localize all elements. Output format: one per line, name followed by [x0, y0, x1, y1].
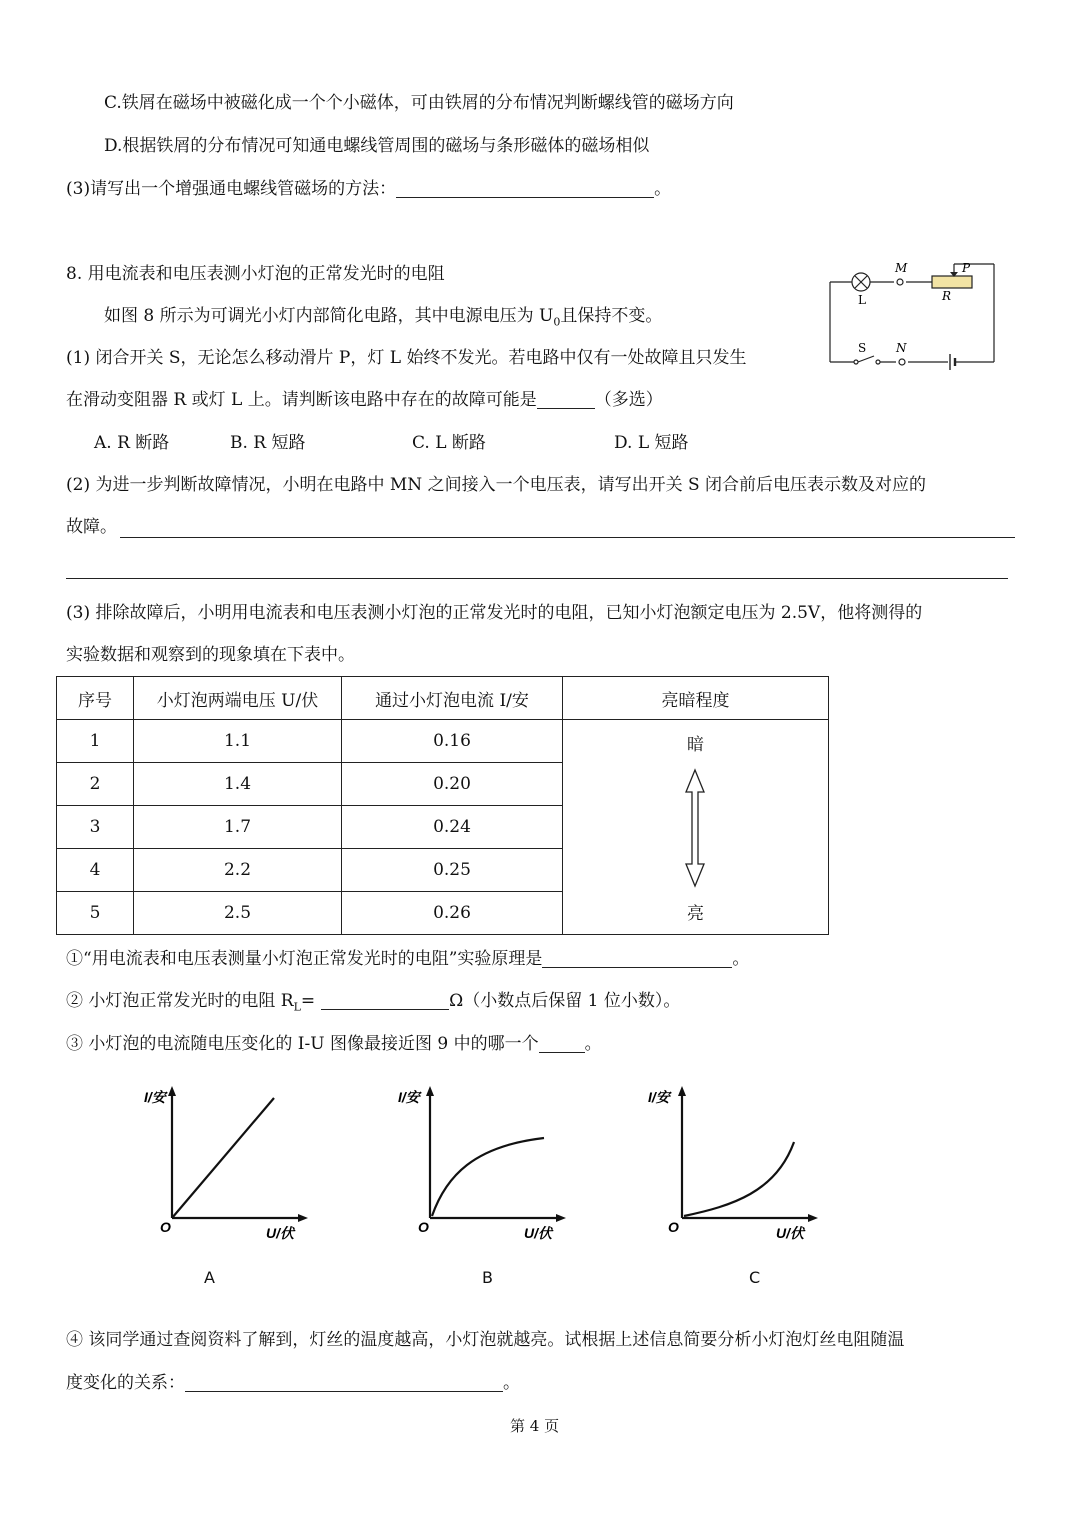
cell-index: 3 — [57, 806, 134, 849]
sub4-line1: ④ 该同学通过查阅资料了解到，灯丝的温度越高，小灯泡就越亮。试根据上述信息简要分析小灯泡灯丝电阻随温 — [66, 1330, 905, 1350]
table-row — [57, 720, 829, 763]
x-arrow-icon — [808, 1214, 818, 1222]
header-current: 通过小灯泡电流 I/安 — [342, 677, 563, 720]
sub2-text: ② 小灯泡正常发光时的电阻 R — [66, 991, 294, 1011]
x-arrow-icon — [298, 1214, 308, 1222]
brightness-cell — [563, 720, 829, 935]
cell-index: 2 — [57, 763, 134, 806]
graph-b-label: B — [482, 1268, 493, 1287]
graph-c — [648, 1080, 828, 1250]
choice-b: B. R 短路 — [230, 433, 306, 453]
q8-part1-answer-blank[interactable] — [537, 388, 595, 409]
y-axis-label: I/安 — [648, 1089, 670, 1105]
header-brightness: 亮暗程度 — [563, 677, 829, 720]
sub1-text: ①“用电流表和电压表测量小灯泡正常发光时的电阻”实验原理是 — [66, 949, 543, 969]
cell-current: 0.25 — [342, 849, 563, 892]
q7-part3 — [66, 176, 671, 202]
sub3-answer-blank[interactable] — [539, 1032, 585, 1053]
q8-intro — [104, 303, 662, 335]
sub1-suffix: 。 — [732, 949, 750, 969]
q8-intro-subscript: 0 — [553, 315, 561, 329]
y-axis-label: I/安 — [398, 1089, 420, 1105]
label-r: R — [942, 289, 952, 303]
header-voltage: 小灯泡两端电压 U/伏 — [134, 677, 342, 720]
sub2-subscript: L — [293, 1000, 301, 1014]
q7-option-c: C.铁屑在磁场中被磁化成一个个小磁体，可由铁屑的分布情况判断螺线管的磁场方向 — [104, 93, 734, 113]
sub4-line2 — [66, 1370, 520, 1396]
q8-part2-answer-line-1[interactable] — [120, 537, 1015, 538]
sub4-text: 度变化的关系： — [66, 1373, 185, 1393]
x-arrow-icon — [556, 1214, 566, 1222]
brightness-bright: 亮 — [687, 904, 704, 924]
cell-voltage: 2.2 — [134, 849, 342, 892]
label-s: S — [858, 341, 867, 355]
q8-part2-line1: (2) 为进一步判断故障情况，小明在电路中 MN 之间接入一个电压表，请写出开关 S 闭合前后电压表示数及对应的 — [66, 475, 927, 495]
cell-index: 4 — [57, 849, 134, 892]
label-n: N — [896, 341, 907, 355]
y-arrow-icon — [678, 1086, 686, 1096]
q8-intro-text: 如图 8 所示为可调光小灯内部简化电路，其中电源电压为 U — [104, 306, 554, 326]
double-arrow-icon — [683, 768, 707, 888]
sub2-suffix: Ω（小数点后保留 1 位小数）。 — [449, 991, 681, 1011]
cell-voltage: 1.7 — [134, 806, 342, 849]
cell-index: 5 — [57, 892, 134, 935]
q8-part3-line1: (3) 排除故障后，小明用电流表和电压表测小灯泡的正常发光时的电阻，已知小灯泡额定电压为 2.5V，他将测得的 — [66, 603, 923, 623]
y-arrow-icon — [168, 1086, 176, 1096]
circuit-diagram — [822, 254, 1002, 374]
curve-a — [172, 1098, 274, 1218]
sub3-suffix: 。 — [584, 1034, 602, 1054]
origin-label: O — [418, 1219, 429, 1235]
sub4-answer-blank[interactable] — [185, 1371, 503, 1392]
switch-s-blade — [858, 356, 874, 362]
q7-part3-suffix: 。 — [654, 179, 672, 199]
q8-title: 8. 用电流表和电压表测小灯泡的正常发光时的电阻 — [66, 264, 445, 284]
q8-part2-answer-line-2[interactable] — [66, 578, 1008, 579]
cell-voltage: 1.4 — [134, 763, 342, 806]
page-number: 第 4 页 — [510, 1417, 560, 1435]
x-axis-label: U/伏 — [776, 1225, 804, 1241]
curve-c — [684, 1142, 794, 1216]
terminal-n — [899, 359, 905, 365]
y-arrow-icon — [426, 1086, 434, 1096]
cell-current: 0.16 — [342, 720, 563, 763]
rheostat-icon — [932, 276, 972, 288]
label-lamp: L — [858, 293, 866, 307]
terminal-m — [897, 279, 903, 285]
y-axis-label: I/安 — [144, 1089, 166, 1105]
origin-label: O — [668, 1219, 679, 1235]
brightness-dim: 暗 — [687, 735, 704, 755]
q7-option-d: D.根据铁屑的分布情况可知通电螺线管周围的磁场与条形磁体的磁场相似 — [104, 136, 650, 156]
choice-a: A. R 断路 — [94, 433, 170, 453]
header-index: 序号 — [57, 677, 134, 720]
sub3-text: ③ 小灯泡的电流随电压变化的 I-U 图像最接近图 9 中的哪一个 — [66, 1034, 539, 1054]
sub3 — [66, 1031, 602, 1057]
q8-part1-text: 在滑动变阻器 R 或灯 L 上。请判断该电路中存在的故障可能是 — [66, 390, 537, 410]
q7-part3-answer-blank[interactable] — [396, 177, 654, 198]
sub2 — [66, 988, 680, 1020]
q8-part1-suffix: （多选） — [594, 390, 663, 410]
label-p: P — [962, 261, 971, 275]
choice-d: D. L 短路 — [614, 433, 689, 453]
cell-index: 1 — [57, 720, 134, 763]
curve-b — [432, 1138, 544, 1216]
q8-part1-line2 — [66, 387, 663, 413]
q8-intro-end: 且保持不变。 — [560, 306, 663, 326]
x-axis-label: U/伏 — [266, 1225, 294, 1241]
origin-label: O — [160, 1219, 171, 1235]
sub2-eq: = — [300, 991, 316, 1011]
graph-b — [398, 1080, 578, 1250]
graph-a-label: A — [204, 1268, 215, 1287]
sub4-suffix: 。 — [503, 1373, 520, 1393]
graph-c-label: C — [749, 1268, 761, 1287]
sub1-answer-blank[interactable] — [542, 947, 732, 968]
cell-current: 0.26 — [342, 892, 563, 935]
q8-part1-line1: (1) 闭合开关 S，无论怎么移动滑片 P，灯 L 始终不发光。若电路中仅有一处故障且只发生 — [66, 348, 747, 368]
table-header-row — [57, 677, 829, 720]
q7-part3-text: (3)请写出一个增强通电螺线管磁场的方法： — [66, 179, 397, 199]
q8-part2-line2: 故障。 — [66, 517, 117, 537]
sub2-answer-blank[interactable] — [321, 989, 449, 1010]
cell-current: 0.24 — [342, 806, 563, 849]
q8-part3-line2: 实验数据和观察到的现象填在下表中。 — [66, 645, 355, 665]
x-axis-label: U/伏 — [524, 1225, 552, 1241]
data-table — [56, 676, 829, 935]
sub1 — [66, 946, 749, 972]
cell-voltage: 2.5 — [134, 892, 342, 935]
graph-a — [140, 1080, 320, 1250]
choice-c: C. L 断路 — [412, 433, 486, 453]
cell-current: 0.20 — [342, 763, 563, 806]
label-m: M — [895, 261, 908, 275]
cell-voltage: 1.1 — [134, 720, 342, 763]
